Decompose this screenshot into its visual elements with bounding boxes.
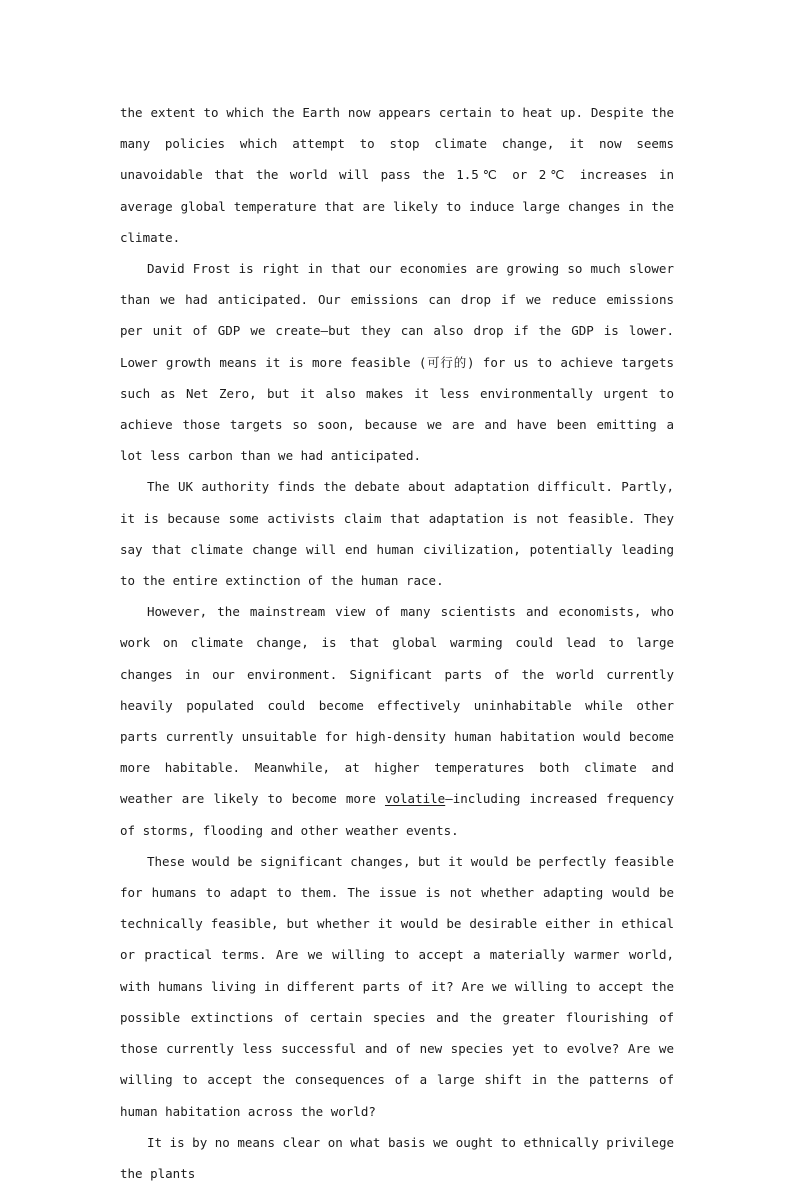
- paragraph-4: [120, 596, 674, 846]
- paragraph-4-text-before: However, the mainstream view of many scientists and economists, who work on climate change, is that global warming could lead to large changes in our environment. Significant parts of the world currently heavily populated could become effectively uninhabitable while other parts currently unsuitable for high-density human habitation would become more habitable. Meanwhile, at higher temperatures both climate and weather are likely to become more: [120, 604, 674, 807]
- underlined-word: volatile: [384, 791, 446, 807]
- paragraph-2: David Frost is right in that our economies are growing so much slower than we had anticipated. Our emissions can drop if we reduce emissions per unit of GDP we create—but they can also drop if the GDP is lower. Lower growth means it is more feasible (可行的) for us to achieve targets such as Net Zero, but it also makes it less environmentally urgent to achieve those targets so soon, because we are and have been emitting a lot less carbon than we had anticipated.: [120, 261, 674, 464]
- paragraph-6: It is by no means clear on what basis we ought to ethnically privilege the plants: [120, 1134, 674, 1181]
- paragraph-4-text-after: —including increased frequency of storms, flooding and other weather events.: [120, 791, 674, 838]
- paragraph-3: The UK authority finds the debate about adaptation difficult. Partly, it is because some activists claim that adaptation is not feasible. They say that climate change will end human civilization, potentially leading to the entire extinction of the human race.: [120, 479, 674, 589]
- paragraph-1: the extent to which the Earth now appears certain to heat up. Despite the many policies which attempt to stop climate change, it now seems unavoidable that the world will pass the 1.5℃ or 2℃ increases in average global temperature that are likely to induce large changes in the climate.: [120, 105, 674, 245]
- article-body: [120, 97, 674, 1189]
- paragraph-5: These would be significant changes, but it would be perfectly feasible for humans to adapt to them. The issue is not whether adapting would be technically feasible, but whether it would be desirable either in ethical or practical terms. Are we willing to accept a materially warmer world, with humans living in different parts of it? Are we willing to accept the possible extinctions of certain species and the greater flourishing of those currently less successful and of new species yet to evolve? Are we willing to accept the consequences of a large shift in the patterns of human habitation across the world?: [120, 853, 674, 1119]
